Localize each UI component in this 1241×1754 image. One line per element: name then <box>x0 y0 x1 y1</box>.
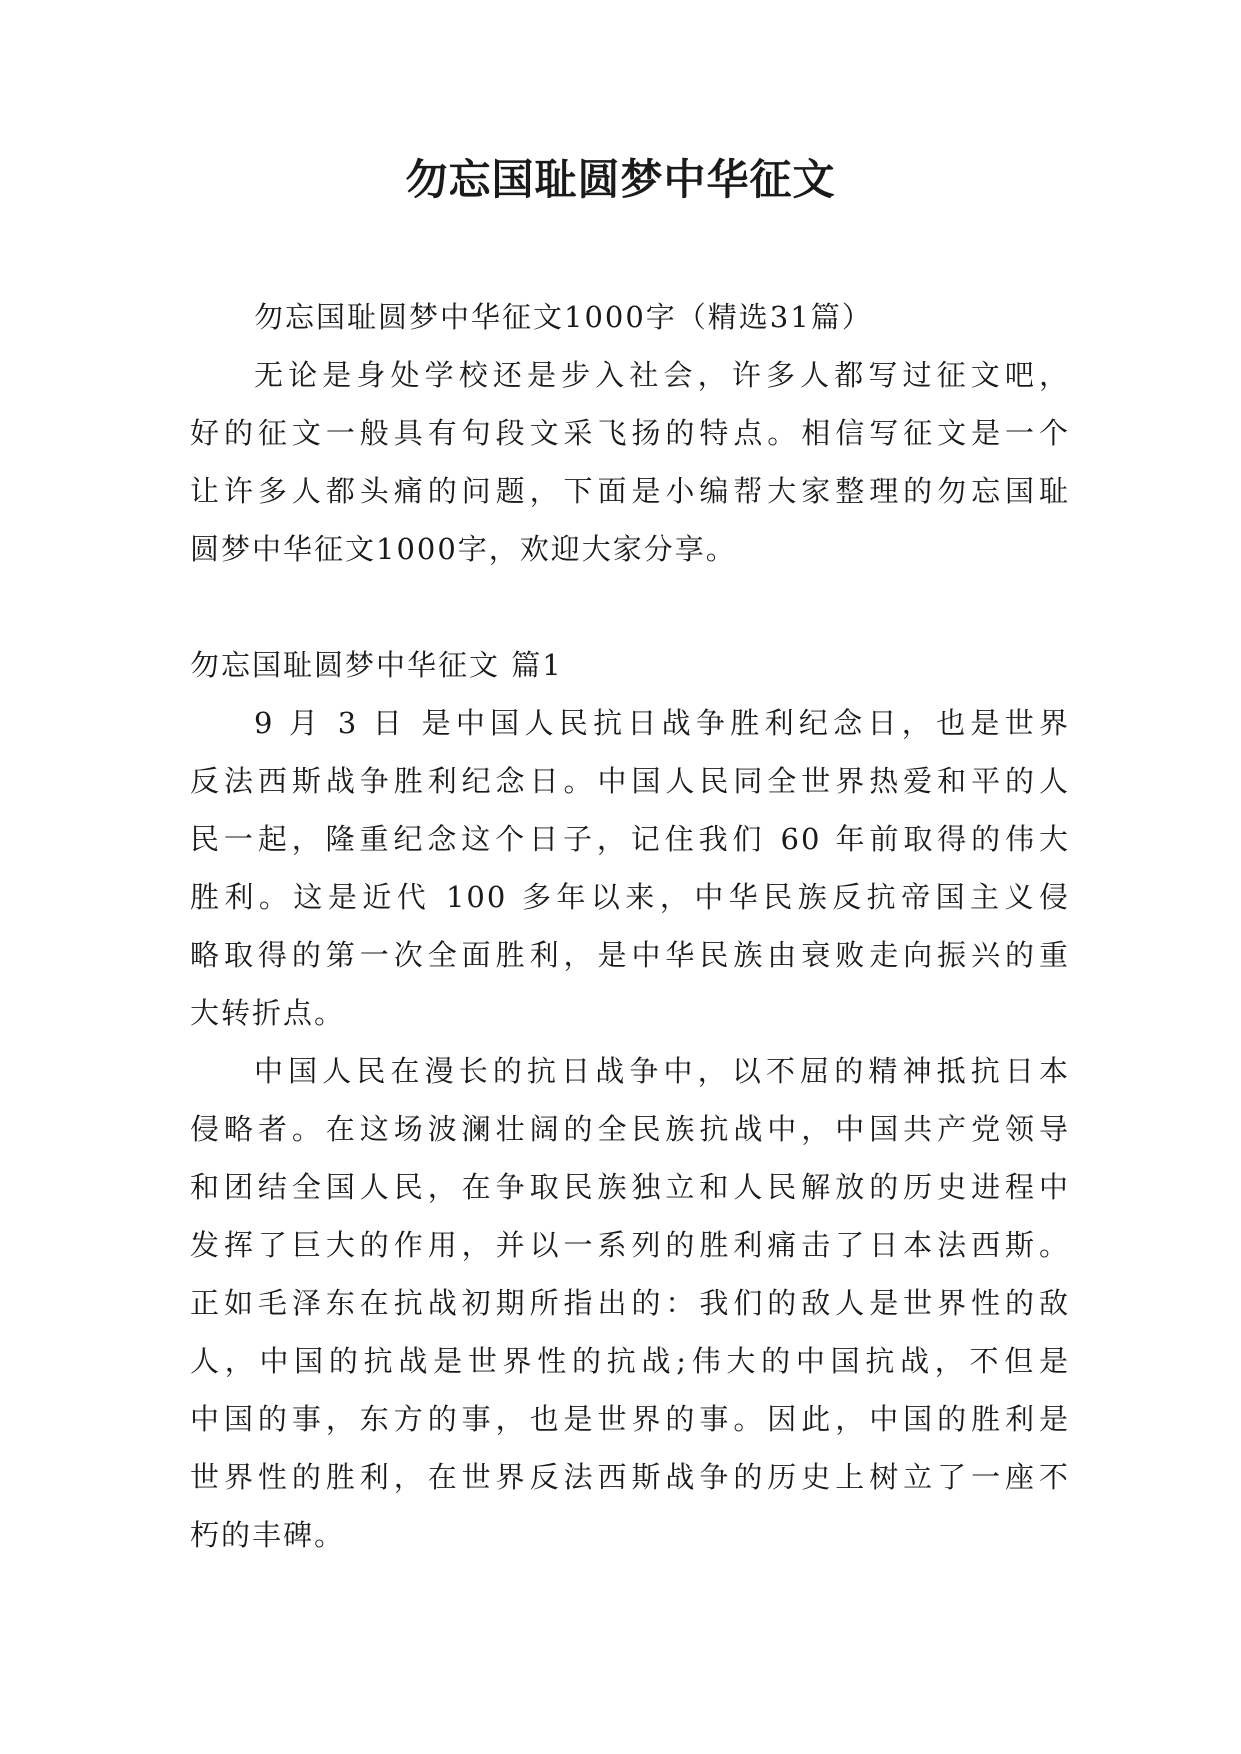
document-title: 勿忘国耻圆梦中华征文 <box>405 155 836 204</box>
intro-line: 圆梦中华征文1000字，欢迎大家分享。 <box>190 532 737 566</box>
document-body <box>190 288 1070 1564</box>
paragraph2-line: 人，中国的抗战是世界性的抗战;伟大的中国抗战，不但是 <box>190 1344 1070 1378</box>
paragraph1-line: 略取得的第一次全面胜利，是中华民族由衰败走向振兴的重 <box>190 938 1070 972</box>
paragraph1-line: 胜利。这是近代 100 多年以来，中华民族反抗帝国主义侵 <box>190 880 1070 914</box>
paragraph1-line: 9 月 3 日 是中国人民抗日战争胜利纪念日，也是世界 <box>254 706 1070 740</box>
paragraph2-line: 中国人民在漫长的抗日战争中，以不屈的精神抵抗日本 <box>254 1054 1070 1088</box>
paragraph2-line: 和团结全国人民，在争取民族独立和人民解放的历史进程中 <box>190 1170 1070 1204</box>
paragraph2-line: 世界性的胜利，在世界反法西斯战争的历史上树立了一座不 <box>190 1460 1070 1494</box>
document-subtitle: 勿忘国耻圆梦中华征文1000字（精选31篇） <box>254 300 873 334</box>
paragraph1-line: 反法西斯战争胜利纪念日。中国人民同全世界热爱和平的人 <box>190 764 1070 798</box>
paragraph2-line: 发挥了巨大的作用，并以一系列的胜利痛击了日本法西斯。 <box>190 1228 1070 1262</box>
paragraph2-line: 正如毛泽东在抗战初期所指出的：我们的敌人是世界性的敌 <box>190 1286 1070 1320</box>
intro-line: 无论是身处学校还是步入社会，许多人都写过征文吧， <box>254 358 1070 392</box>
paragraph2-line: 朽的丰碑。 <box>190 1518 346 1552</box>
intro-line: 让许多人都头痛的问题，下面是小编帮大家整理的勿忘国耻 <box>190 474 1070 508</box>
paragraph2-line: 中国的事，东方的事，也是世界的事。因此，中国的胜利是 <box>190 1402 1070 1436</box>
paragraph2-line: 侵略者。在这场波澜壮阔的全民族抗战中，中国共产党领导 <box>190 1112 1070 1146</box>
paragraph1-line: 民一起，隆重纪念这个日子，记住我们 60 年前取得的伟大 <box>190 822 1070 856</box>
section-heading: 勿忘国耻圆梦中华征文 篇1 <box>190 648 563 682</box>
paragraph-spacer <box>190 578 1070 636</box>
intro-line: 好的征文一般具有句段文采飞扬的特点。相信写征文是一个 <box>190 416 1070 450</box>
paragraph1-line: 大转折点。 <box>190 996 346 1030</box>
